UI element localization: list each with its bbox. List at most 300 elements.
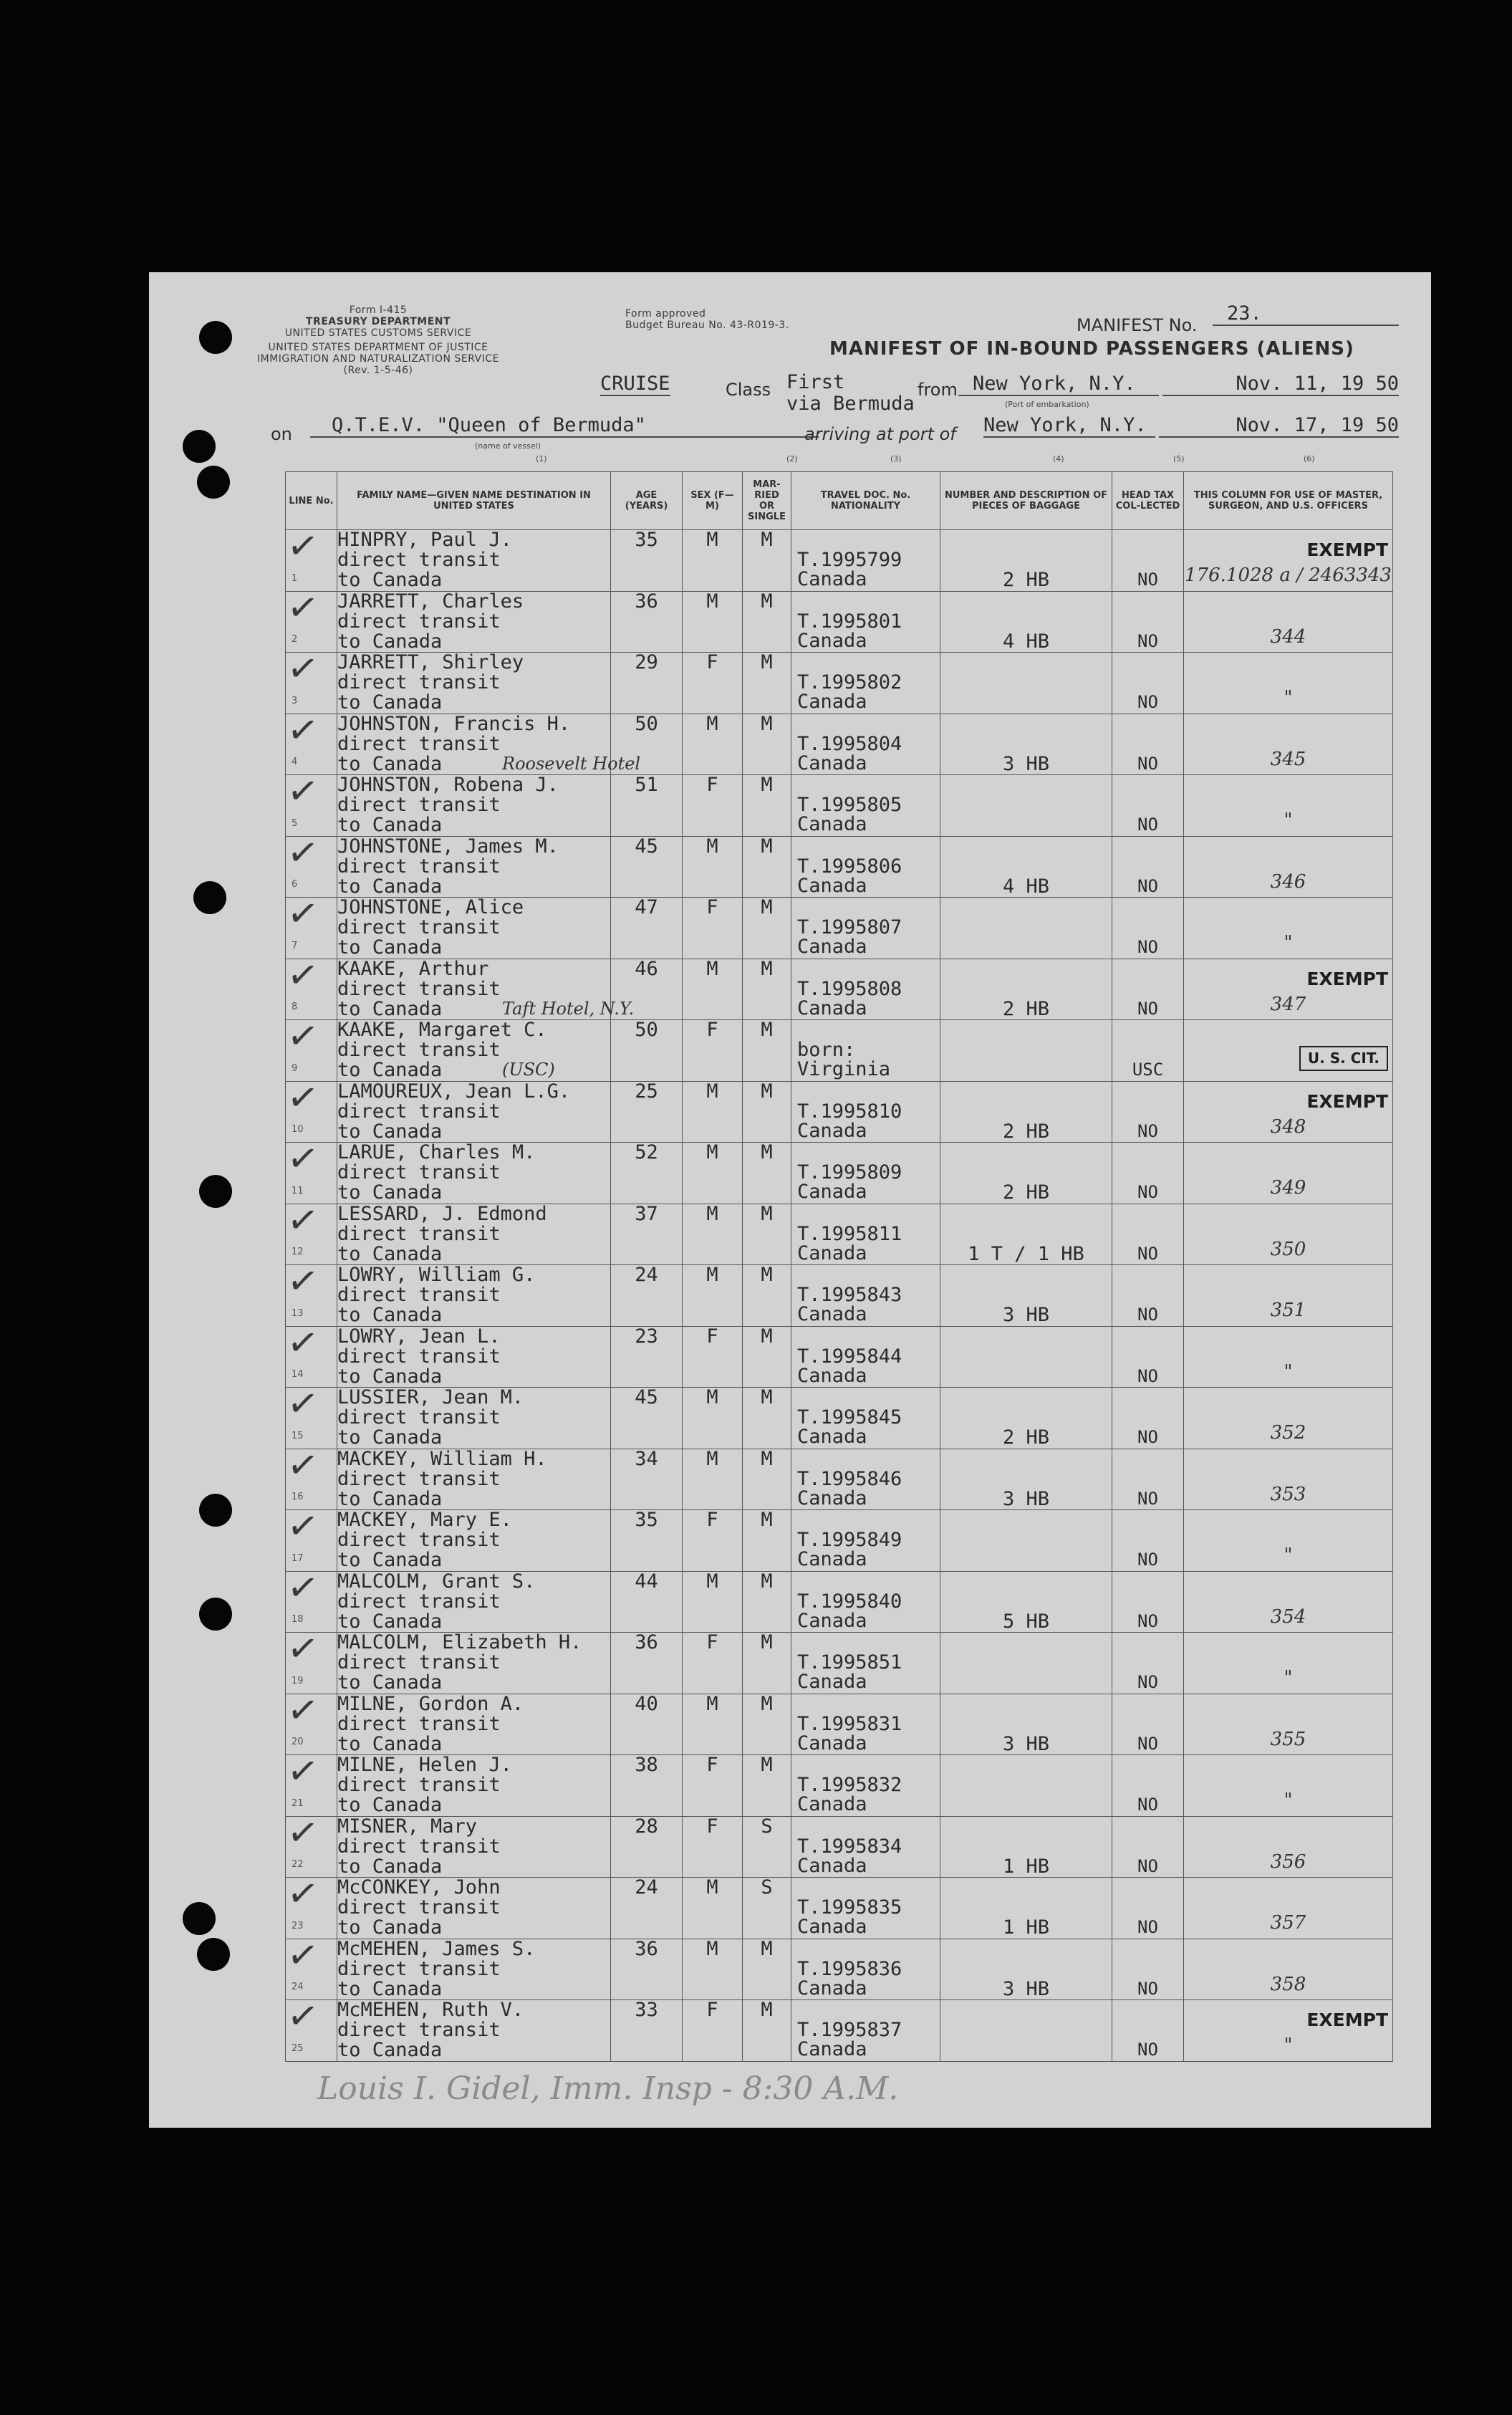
- col-header-travel-doc: TRAVEL DOC. No. NATIONALITY: [791, 472, 940, 530]
- sex-cell: [683, 1755, 743, 1817]
- sex-cell: [683, 653, 743, 714]
- name-cell: [337, 1081, 611, 1143]
- age-cell: [611, 898, 683, 959]
- marital-value: M: [761, 1019, 773, 1041]
- age-value: 51: [635, 774, 658, 796]
- table-row: [286, 1326, 1393, 1388]
- destination-line-1: direct transit: [337, 1467, 501, 1490]
- age-cell: [611, 2000, 683, 2062]
- passenger-name: MALCOLM, Grant S.: [337, 1570, 536, 1593]
- age-cell: [611, 1204, 683, 1265]
- head-tax-value: NO: [1137, 1488, 1158, 1509]
- officer-note: 345: [1270, 748, 1306, 770]
- travel-doc-number: T.1995806: [797, 855, 902, 878]
- baggage-cell: [940, 1020, 1112, 1082]
- checkmark-icon: ✓: [284, 1564, 322, 1612]
- age-value: 40: [635, 1692, 658, 1715]
- age-cell: [611, 1694, 683, 1755]
- travel-doc-cell: [791, 1571, 940, 1633]
- officer-note: ": [1284, 1667, 1293, 1689]
- nationality: Canada: [797, 1303, 867, 1325]
- officer-cell: [1184, 1694, 1393, 1755]
- line-cell: [284, 1441, 337, 1510]
- line-number: 13: [292, 1307, 304, 1319]
- sex-cell: [683, 714, 743, 775]
- sex-value: M: [706, 1386, 718, 1408]
- line-number: 4: [292, 757, 298, 767]
- line-number: 20: [292, 1737, 304, 1747]
- col-number-5: (5): [1173, 454, 1185, 464]
- baggage-value: 2 HB: [1002, 569, 1050, 591]
- nationality: Canada: [797, 1609, 867, 1632]
- table-row: [286, 1081, 1393, 1143]
- destination-line-2: to Canada: [337, 1977, 443, 2000]
- line-cell: [284, 1381, 337, 1449]
- officer-note: 344: [1270, 625, 1306, 648]
- age-value: 47: [635, 896, 658, 918]
- passenger-name: HINPRY, Paul J.: [337, 529, 512, 551]
- baggage-value: 3 HB: [1002, 1487, 1050, 1510]
- baggage-cell: [940, 1816, 1112, 1878]
- travel-doc-cell: [791, 1694, 940, 1755]
- baggage-value: 4 HB: [1002, 630, 1050, 653]
- marital-value: M: [761, 1447, 773, 1470]
- exempt-stamp: EXEMPT: [1306, 539, 1388, 560]
- travel-doc-cell: [791, 775, 940, 837]
- age-value: 38: [635, 1754, 658, 1776]
- line-number: 10: [292, 1124, 304, 1135]
- destination-line-2: to Canada: [337, 1610, 443, 1633]
- line-cell: [284, 1871, 337, 1939]
- officer-note: ": [1284, 1360, 1293, 1383]
- marital-cell: [743, 1694, 791, 1755]
- destination-line-2: to Canada: [337, 569, 443, 591]
- checkmark-icon: ✓: [284, 951, 322, 999]
- treasury-label: TREASURY DEPARTMENT: [305, 316, 451, 327]
- age-cell: [611, 530, 683, 592]
- head-tax-cell: [1112, 959, 1184, 1020]
- officer-cell: [1184, 714, 1393, 775]
- travel-doc-number: T.1995799: [797, 549, 902, 571]
- sex-cell: [683, 1020, 743, 1082]
- col-header-name: FAMILY NAME—GIVEN NAME DESTINATION IN UNITED STATES: [337, 472, 611, 530]
- col-number-4: (4): [1053, 454, 1064, 464]
- baggage-value: 3 HB: [1002, 1977, 1050, 2000]
- marital-value: M: [761, 1386, 773, 1408]
- destination-line-2: to Canada: [337, 1059, 443, 1081]
- name-cell: [337, 836, 611, 898]
- line-cell: [284, 1564, 337, 1633]
- checkmark-icon: ✓: [284, 1626, 322, 1673]
- officer-cell: [1184, 1755, 1393, 1817]
- line-cell: [284, 951, 337, 1020]
- line-cell: [284, 584, 337, 653]
- binder-hole: [199, 321, 232, 354]
- nationality: Canada: [797, 752, 867, 774]
- sex-cell: [683, 898, 743, 959]
- us-citizen-stamp: U. S. CIT.: [1299, 1046, 1388, 1071]
- line-number: 18: [292, 1614, 304, 1625]
- marital-cell: [743, 1204, 791, 1265]
- officer-note: 347: [1270, 993, 1306, 1015]
- checkmark-icon: ✓: [284, 768, 322, 815]
- age-value: 35: [635, 1509, 658, 1531]
- nationality: Canada: [797, 1916, 867, 1938]
- passenger-name: McCONKEY, John: [337, 1876, 501, 1898]
- destination-line-1: direct transit: [337, 1712, 501, 1735]
- marital-value: M: [761, 1325, 773, 1348]
- checkmark-icon: ✓: [284, 1993, 322, 2040]
- travel-doc-number: T.1995836: [797, 1957, 902, 1980]
- travel-doc-number: T.1995834: [797, 1835, 902, 1858]
- passenger-name: JOHNSTON, Robena J.: [337, 774, 559, 796]
- head-tax-cell: [1112, 1939, 1184, 2000]
- head-tax-value: NO: [1137, 630, 1158, 651]
- from-label: from: [918, 380, 958, 400]
- travel-doc-cell: [791, 1020, 940, 1082]
- age-value: 45: [635, 835, 658, 858]
- name-cell: [337, 1388, 611, 1449]
- head-tax-cell: [1112, 1816, 1184, 1878]
- name-cell: [337, 653, 611, 714]
- officer-note: 346: [1270, 870, 1306, 893]
- destination-line-1: direct transit: [337, 1284, 501, 1306]
- table-row: [286, 1265, 1393, 1327]
- name-cell: [337, 1694, 611, 1755]
- officer-note: 176.1028 a / 2463343: [1185, 565, 1392, 586]
- sex-value: M: [706, 1202, 718, 1225]
- age-cell: [611, 1449, 683, 1510]
- officer-cell: [1184, 1388, 1393, 1449]
- officer-cell: [1184, 1204, 1393, 1265]
- sex-cell: [683, 1143, 743, 1204]
- age-value: 34: [635, 1447, 658, 1470]
- sex-value: F: [706, 651, 718, 673]
- marital-cell: [743, 1143, 791, 1204]
- col-header-line: LINE No.: [286, 472, 337, 530]
- destination-line-1: direct transit: [337, 549, 501, 571]
- departure-date: Nov. 11, 19 50: [1162, 373, 1399, 396]
- nationality: Canada: [797, 1732, 867, 1754]
- marital-value: M: [761, 774, 773, 796]
- marital-cell: [743, 1816, 791, 1878]
- table-row: [286, 1143, 1393, 1204]
- checkmark-icon: ✓: [284, 584, 322, 632]
- table-row: [286, 775, 1393, 837]
- passenger-name: JOHNSTONE, Alice: [337, 896, 524, 918]
- travel-doc-cell: [791, 1878, 940, 1939]
- col-header-head-tax: HEAD TAX COL-LECTED: [1112, 472, 1184, 530]
- marital-cell: [743, 1510, 791, 1572]
- age-cell: [611, 836, 683, 898]
- arrival-port: New York, N.Y.: [983, 414, 1155, 438]
- destination-line-1: direct transit: [337, 610, 501, 633]
- destination-line-2: to Canada: [337, 630, 443, 653]
- travel-doc-number: T.1995805: [797, 794, 902, 816]
- table-row: [286, 1878, 1393, 1939]
- ins-label: IMMIGRATION AND NATURALIZATION SERVICE: [257, 353, 499, 365]
- line-number: 1: [292, 572, 298, 584]
- travel-doc-number: T.1995807: [797, 916, 902, 938]
- checkmark-icon: ✓: [284, 1381, 322, 1428]
- travel-doc-cell: [791, 2000, 940, 2062]
- age-cell: [611, 1143, 683, 1204]
- head-tax-value: NO: [1137, 1978, 1158, 1999]
- baggage-cell: [940, 1510, 1112, 1572]
- officer-note: 357: [1270, 1912, 1306, 1934]
- manifest-title: MANIFEST OF IN-BOUND PASSENGERS (ALIENS): [829, 338, 1354, 360]
- officer-note: 348: [1270, 1115, 1306, 1138]
- sex-value: M: [706, 529, 718, 551]
- baggage-cell: [940, 1326, 1112, 1388]
- line-cell: [284, 1258, 337, 1327]
- age-cell: [611, 653, 683, 714]
- nationality: Canada: [797, 1671, 867, 1693]
- name-cell: [337, 957, 635, 1020]
- head-tax-cell: [1112, 1020, 1184, 1082]
- checkmark-icon: ✓: [284, 523, 322, 570]
- sex-cell: [683, 1449, 743, 1510]
- head-tax-cell: [1112, 1326, 1184, 1388]
- arrival-date: Nov. 17, 19 50: [1159, 414, 1399, 438]
- from-port: New York, N.Y.: [958, 373, 1159, 396]
- passenger-name: LOWRY, Jean L.: [337, 1325, 501, 1348]
- checkmark-icon: ✓: [284, 1136, 322, 1183]
- marital-value: M: [761, 1141, 773, 1163]
- baggage-value: 4 HB: [1002, 875, 1050, 898]
- marital-value: M: [761, 835, 773, 858]
- age-value: 46: [635, 957, 658, 980]
- baggage-value: 1 T / 1 HB: [968, 1242, 1084, 1265]
- age-value: 28: [635, 1815, 658, 1838]
- marital-cell: [743, 1326, 791, 1388]
- passenger-name: MALCOLM, Elizabeth H.: [337, 1631, 582, 1653]
- name-cell: [337, 898, 611, 959]
- line-number: 6: [292, 879, 298, 890]
- marital-cell: [743, 1020, 791, 1082]
- line-number: 23: [292, 1920, 304, 1931]
- revision-label: (Rev. 1-5-46): [343, 365, 413, 376]
- destination-line-1: direct transit: [337, 916, 501, 938]
- line-cell: [284, 1319, 337, 1388]
- table-row: [286, 1510, 1393, 1572]
- officer-cell: [1184, 1510, 1393, 1572]
- name-cell: [337, 1939, 611, 2000]
- nationality: Canada: [797, 1977, 867, 1999]
- name-cell: [337, 775, 611, 837]
- age-cell: [611, 1388, 683, 1449]
- head-tax-value: NO: [1137, 2040, 1158, 2060]
- age-value: 36: [635, 1631, 658, 1653]
- nationality: Canada: [797, 691, 867, 713]
- travel-doc-cell: [791, 1755, 940, 1817]
- form-number: Form I-415: [349, 304, 408, 316]
- head-tax-cell: [1112, 1694, 1184, 1755]
- age-cell: [611, 1878, 683, 1939]
- officer-note: ": [1284, 687, 1293, 709]
- destination-line-2: to Canada: [337, 2039, 443, 2061]
- binder-hole: [183, 430, 216, 463]
- checkmark-icon: ✓: [284, 1871, 322, 1918]
- marital-value: M: [761, 1754, 773, 1776]
- destination-line-2: to Canada: [337, 1242, 443, 1265]
- line-number: 22: [292, 1859, 304, 1870]
- table-row: [286, 898, 1393, 959]
- nationality: Canada: [797, 1364, 867, 1387]
- head-tax-value: NO: [1137, 1610, 1158, 1631]
- name-cell: [337, 1143, 611, 1204]
- age-cell: [611, 1020, 683, 1082]
- nationality: Canada: [797, 1548, 867, 1570]
- marital-value: M: [761, 896, 773, 918]
- passenger-name: MACKEY, William H.: [337, 1447, 547, 1470]
- head-tax-cell: [1112, 1571, 1184, 1633]
- officer-note: ": [1284, 810, 1293, 831]
- baggage-cell: [940, 591, 1112, 653]
- travel-doc-number: T.1995802: [797, 671, 902, 693]
- sex-value: M: [706, 1570, 718, 1593]
- marital-cell: [743, 1878, 791, 1939]
- destination-line-2: to Canada: [337, 997, 443, 1020]
- sex-cell: [683, 1878, 743, 1939]
- marital-cell: [743, 775, 791, 837]
- table-row: [286, 959, 1393, 1020]
- destination-line-1: direct transit: [337, 1222, 501, 1245]
- sex-cell: [683, 1204, 743, 1265]
- destination-line-1: direct transit: [337, 1774, 501, 1796]
- destination-line-1: direct transit: [337, 1651, 501, 1674]
- travel-doc-cell: [791, 1081, 940, 1143]
- travel-doc-number: T.1995845: [797, 1406, 902, 1429]
- travel-doc-number: T.1995843: [797, 1284, 902, 1306]
- sex-cell: [683, 2000, 743, 2062]
- travel-doc-number: T.1995811: [797, 1222, 902, 1245]
- handwritten-note: Roosevelt Hotel: [502, 753, 641, 774]
- destination-line-2: to Canada: [337, 1120, 443, 1143]
- officer-note: ": [1284, 932, 1293, 954]
- checkmark-icon: ✓: [284, 1074, 322, 1122]
- head-tax-value: NO: [1137, 1855, 1158, 1876]
- checkmark-icon: ✓: [284, 1503, 322, 1550]
- officer-cell: [1184, 1326, 1393, 1388]
- passenger-name: JARRETT, Shirley: [337, 651, 524, 673]
- marital-cell: [743, 1265, 791, 1327]
- travel-doc-number: T.1995832: [797, 1774, 902, 1796]
- line-number: 24: [292, 1982, 304, 1992]
- officer-cell: [1184, 1449, 1393, 1510]
- age-value: 37: [635, 1202, 658, 1225]
- baggage-cell: [940, 714, 1112, 775]
- age-cell: [611, 1755, 683, 1817]
- head-tax-cell: [1112, 530, 1184, 592]
- destination-line-1: direct transit: [337, 977, 501, 1000]
- passenger-table: [285, 471, 1393, 2062]
- head-tax-value: NO: [1137, 1365, 1158, 1386]
- col-number-2: (2): [786, 454, 798, 464]
- officer-cell: [1184, 836, 1393, 898]
- head-tax-cell: [1112, 1755, 1184, 1817]
- line-cell: [284, 1993, 337, 2062]
- age-cell: [611, 1816, 683, 1878]
- destination-line-2: to Canada: [337, 936, 443, 959]
- destination-line-1: direct transit: [337, 855, 501, 878]
- marital-cell: [743, 898, 791, 959]
- on-label: on: [271, 424, 292, 444]
- name-cell: [337, 1449, 611, 1510]
- age-value: 23: [635, 1325, 658, 1348]
- head-tax-value: NO: [1137, 1120, 1158, 1141]
- officer-cell: [1184, 2000, 1393, 2062]
- marital-cell: [743, 530, 791, 592]
- line-cell: [284, 523, 337, 592]
- sex-cell: [683, 1510, 743, 1572]
- head-tax-value: NO: [1137, 875, 1158, 896]
- sex-cell: [683, 959, 743, 1020]
- travel-doc-number: T.1995849: [797, 1529, 902, 1551]
- age-cell: [611, 775, 683, 837]
- destination-line-2: to Canada: [337, 1855, 443, 1878]
- table-row: [286, 2000, 1393, 2062]
- officer-cell: [1184, 1081, 1393, 1143]
- baggage-cell: [940, 775, 1112, 837]
- travel-doc-cell: [791, 1265, 940, 1327]
- marital-cell: [743, 1449, 791, 1510]
- passenger-name: LOWRY, William G.: [337, 1264, 536, 1286]
- checkmark-icon: ✓: [284, 1258, 322, 1305]
- travel-doc-number: T.1995846: [797, 1467, 902, 1490]
- age-value: 52: [635, 1141, 658, 1163]
- marital-cell: [743, 1755, 791, 1817]
- class-value: First: [786, 371, 845, 393]
- marital-value: M: [761, 957, 773, 980]
- travel-doc-cell: [791, 591, 940, 653]
- marital-value: M: [761, 1999, 773, 2021]
- sex-value: M: [706, 835, 718, 858]
- name-cell: [337, 1510, 611, 1572]
- age-value: 35: [635, 529, 658, 551]
- baggage-value: 1 HB: [1002, 1855, 1050, 1878]
- age-value: 36: [635, 1937, 658, 1960]
- name-cell: [337, 1265, 611, 1327]
- name-cell: [337, 1020, 611, 1082]
- baggage-cell: [940, 1939, 1112, 2000]
- sex-value: M: [706, 1447, 718, 1470]
- checkmark-icon: ✓: [284, 1686, 322, 1734]
- passenger-name: JARRETT, Charles: [337, 590, 524, 613]
- line-cell: [284, 829, 337, 898]
- sex-value: F: [706, 1999, 718, 2021]
- age-value: 50: [635, 712, 658, 735]
- officer-cell: [1184, 959, 1393, 1020]
- head-tax-cell: [1112, 775, 1184, 837]
- travel-doc-number: born:: [797, 1039, 856, 1061]
- checkmark-icon: ✓: [284, 890, 322, 938]
- table-header-row: [286, 472, 1393, 530]
- travel-doc-number: T.1995809: [797, 1161, 902, 1184]
- officer-cell: [1184, 1143, 1393, 1204]
- name-cell: [337, 2000, 611, 2062]
- marital-cell: [743, 959, 791, 1020]
- baggage-cell: [940, 1694, 1112, 1755]
- exempt-stamp: EXEMPT: [1306, 1090, 1388, 1112]
- sex-cell: [683, 1326, 743, 1388]
- officer-cell: [1184, 1939, 1393, 2000]
- col-number-1: (1): [536, 454, 547, 464]
- class-label: Class: [726, 380, 771, 400]
- checkmark-icon: ✓: [284, 1809, 322, 1857]
- travel-doc-cell: [791, 898, 940, 959]
- destination-line-2: to Canada: [337, 814, 443, 836]
